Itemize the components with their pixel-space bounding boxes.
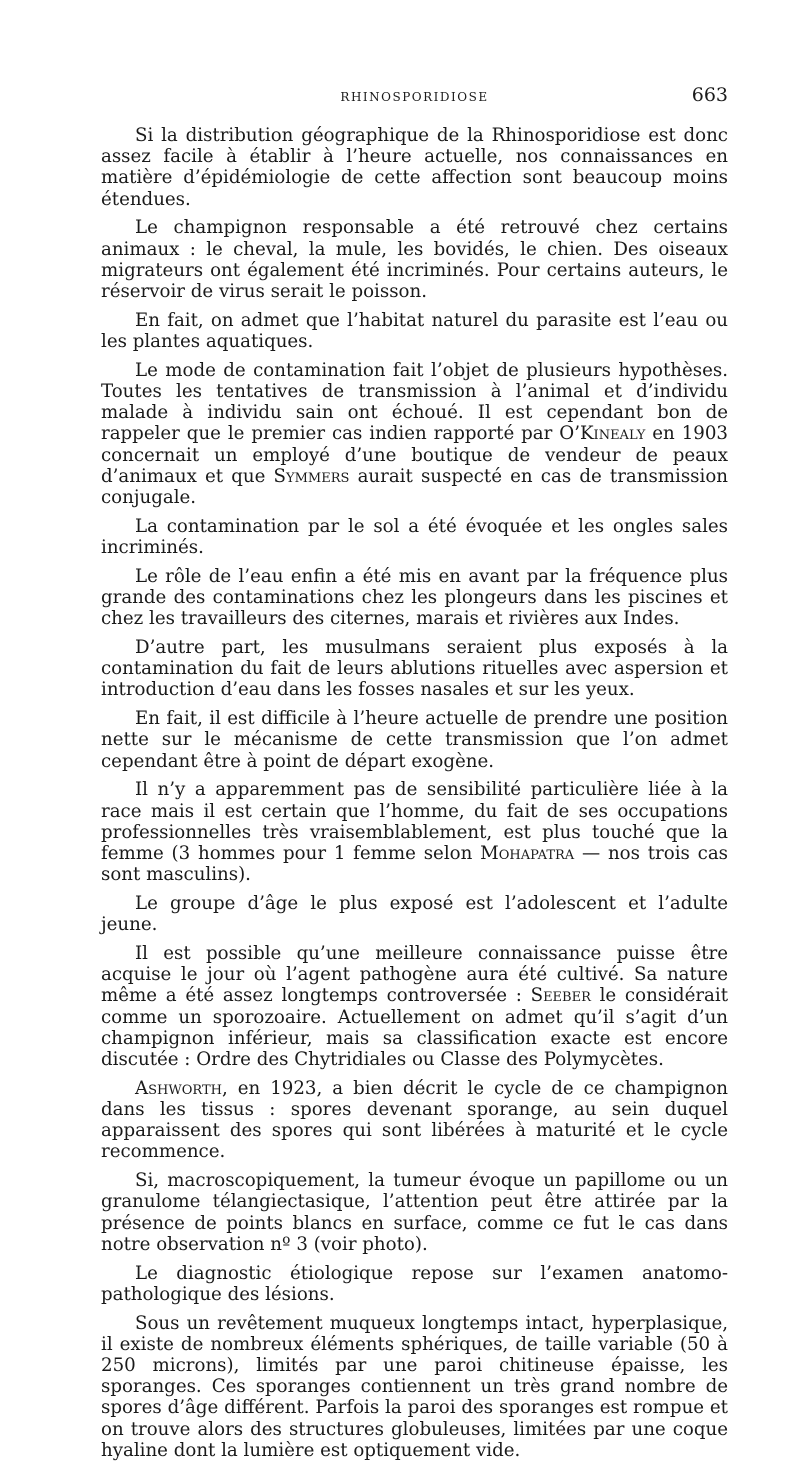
page-number: 663 <box>691 84 728 106</box>
paragraph-4-text-b: en 1903 concernait un employé d’une boutique de vendeur de peaux d’animaux et que <box>101 423 728 487</box>
paragraph-14: Le diagnostic étiologique repose sur l’examen anatomo-pathologique des lésions. <box>101 1262 728 1305</box>
author-name: Symmers <box>273 465 350 487</box>
running-head: RHINOSPORIDIOSE <box>340 90 489 104</box>
author-name: Mohapatra <box>480 843 575 865</box>
paragraph-9-text-a: Il n’y a apparemment pas de sensibilité particulière liée à la race mais il est certain que l’homme, du fait de ses occupations professionnelles très vraisemblablement, est plus touché que la femme (3 hommes pour 1 femme selon <box>101 779 728 865</box>
paragraph-12-text-a: , en 1923, a bien décrit le cycle de ce champignon dans les tissus : spores devenant sporange, au sein duquel apparaissent des spores qui sont libérées à maturité et le cycle recommence. <box>101 1077 728 1163</box>
paragraph-1: Si la distribution géographique de la Rhinosporidiose est donc assez facile à établir à l’heure actuelle, nos connaissances en matière d’épidémiologie de cette affection sont beaucoup moins étendues. <box>101 125 728 210</box>
paragraph-12 <box>101 1078 728 1163</box>
author-name: Seeber <box>530 985 591 1007</box>
paragraph-8: En fait, il est difficile à l’heure actuelle de prendre une position nette sur le mécanisme de cette transmission que l’on admet cependant être à point de départ exogène. <box>101 708 728 772</box>
paragraph-6: Le rôle de l’eau enfin a été mis en avant par la fréquence plus grande des contaminations chez les plongeurs dans les piscines et chez les travailleurs des citernes, marais et rivières aux Indes. <box>101 565 728 630</box>
body-text <box>101 125 728 1469</box>
paragraph-15: Sous un revêtement muqueux longtemps intact, hyperplasique, il existe de nombreux éléments sphériques, de taille variable (50 à 250 microns), limités par une paroi chitineuse épaisse, les sporanges. Ces sporanges contiennent un très grand nombre de spores d’âge différent. Parfois la paroi des sporanges est rompue et on trouve alors des structures globuleuses, limitées par une coque hyaline dont la lumière est optiquement vide. <box>101 1312 728 1461</box>
paragraph-5: La contamination par le sol a été évoquée et les ongles sales incriminés. <box>101 515 728 559</box>
paragraph-11-text-a: Il est possible qu’une meilleure connaissance puisse être acquise le jour où l’agent pathogène aura été cultivé. Sa nature même a été assez longtemps controversée : <box>101 943 728 1007</box>
paragraph-11 <box>101 943 728 1070</box>
author-name: Ashworth <box>135 1077 222 1099</box>
page-header <box>101 84 728 114</box>
paragraph-7: D’autre part, les musulmans seraient plus exposés à la contamination du fait de leurs ablutions rituelles avec aspersion et introduction d’eau dans les fosses nasales et sur les yeux. <box>101 637 728 701</box>
paragraph-4-text-c: aurait suspecté en cas de transmission conjugale. <box>101 465 728 509</box>
paragraph-3: En fait, on admet que l’habitat naturel du parasite est l’eau ou les plantes aquatiques. <box>101 309 728 353</box>
paragraph-13: Si, macroscopiquement, la tumeur évoque un papillome ou un granulome télangiectasique, l’attention peut être attirée par la présence de points blancs en surface, comme ce fut le cas dans notre observation nº 3 (voir photo). <box>101 1170 728 1255</box>
paragraph-4 <box>101 360 728 508</box>
paragraph-4-text-a: Le mode de contamination fait l’objet de plusieurs hypothèses. Toutes les tentatives de transmission à l’animal et d’individu malade à individu sain ont échoué. Il est cependant bon de rappeler que le premier cas indien rapporté par <box>101 359 728 445</box>
paragraph-9-text-b: — nos trois cas sont masculins). <box>101 843 728 886</box>
paragraph-10: Le groupe d’âge le plus exposé est l’adolescent et l’adulte jeune. <box>101 893 728 936</box>
author-name: O’Kinealy <box>559 423 646 445</box>
paragraph-9 <box>101 779 728 885</box>
paragraph-11-text-b: le considérait comme un sporozoaire. Actuellement on admet qu’il s’agit d’un champignon inférieur, mais sa classification exacte est encore discutée : Ordre des Chytridiales ou Classe des Polymycètes. <box>101 985 728 1071</box>
paragraph-2: Le champignon responsable a été retrouvé chez certains animaux : le cheval, la mule, les bovidés, le chien. Des oiseaux migrateurs ont également été incriminés. Pour certains auteurs, le réservoir de virus serait le poisson. <box>101 217 728 303</box>
